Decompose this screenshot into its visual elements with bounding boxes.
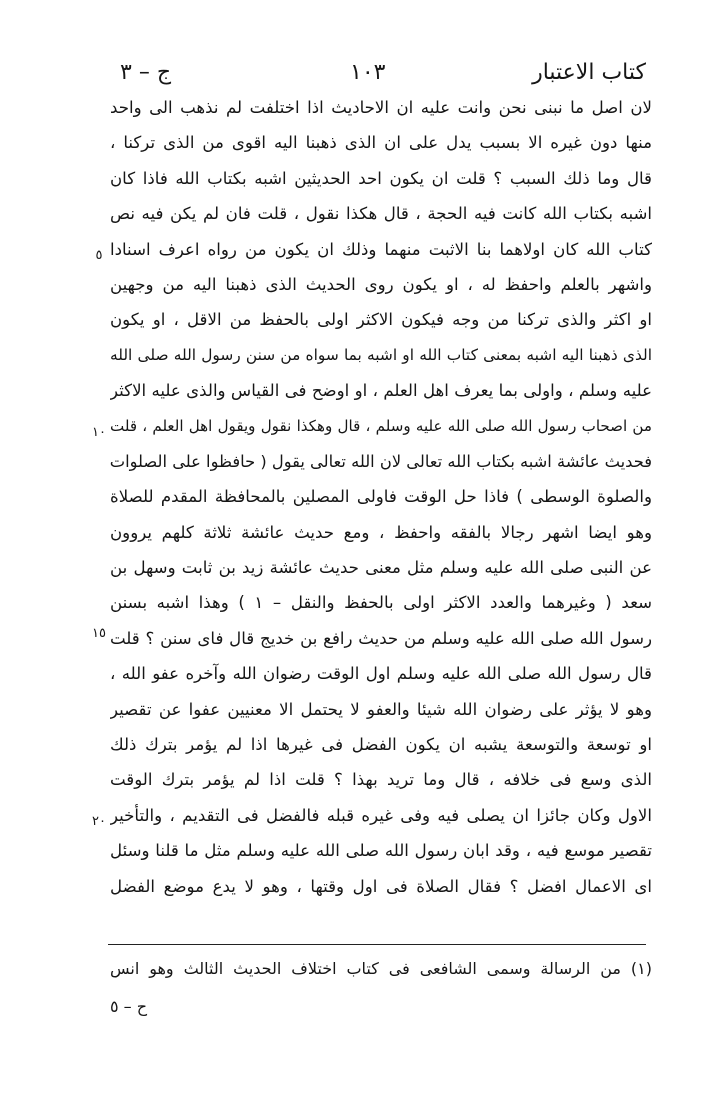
text-line: عن النبى صلى الله عليه وسلم مثل معنى حديث عائشة زيد بن ثابت وسهل بن — [110, 558, 652, 578]
line-number-marker: ٥ — [95, 248, 103, 263]
text-line: وهو لا يؤثر على رضوان الله شيئا والعفو لا يحتمل الا معنيين عفوا عن تقصير — [110, 699, 652, 719]
footnote-text: (١) من الرسالة وسمى الشافعى فى كتاب اختلاف الحديث الثالث وهو انس — [110, 959, 652, 978]
text-line: من اصحاب رسول الله صلى الله عليه وسلم ، قال وهكذا نقول ويقول اهل العلم ، قلت — [110, 416, 652, 435]
text-line: اى الاعمال افضل ؟ فقال الصلاة فى اول وقتها ، وهو لا يدع موضع الفضل — [110, 876, 652, 896]
page-number: ١٠٣ — [350, 60, 386, 85]
footnote — [110, 950, 652, 1026]
text-line: كتاب الله كان اولاهما بنا الاثبت منهما وذلك ان يكون من رواه اعرف اسنادا — [110, 239, 652, 259]
running-header — [120, 56, 646, 90]
text-line: الذى وسع فى خلافه ، قال وما تريد بهذا ؟ قلت اذا لم يؤمر بترك الوقت — [110, 770, 652, 790]
text-line: اشبه بكتاب الله كانت فيه الحجة ، قال هكذا نقول ، قلت فان لم يكن فيه نص — [110, 204, 652, 224]
text-line: واشهر بالعلم واحفظ له ، او يكون روى الحديث الذى ذهبنا اليه من وجهين — [110, 274, 652, 294]
text-line: الاول وكان جائزا ان يصلى فيه وفى غيره قبله فالفضل فى التقديم ، والتأخير — [110, 805, 652, 825]
text-line: او توسعة والتوسعة يشبه ان يكون الفضل فى غيرها اذا لم يؤمر بترك ذلك — [110, 735, 652, 755]
text-line: فحديث عائشة اشبه بكتاب الله تعالى لان الله تعالى يقول ( حافظوا على الصلوات — [110, 451, 652, 471]
footnote-divider — [108, 944, 646, 945]
line-number-marker: ١٥ — [92, 626, 106, 641]
text-line: او اكثر والذى تركنا من وجه فيكون الاكثر اولى بالحفظ من الاقل ، او يكون — [110, 310, 652, 330]
text-line: وهو ايضا اشهر رجالا بالفقه واحفظ ، ومع حديث عائشة ثلاثة كلهم يروون — [110, 522, 652, 542]
text-line: الذى ذهبنا اليه اشبه بمعنى كتاب الله او اشبه بما سواه من سنن رسول الله صلى الله — [110, 345, 652, 364]
text-line: تقصير موسع فيه ، وقد ابان رسول الله صلى الله عليه وسلم مثل ما قلنا وسئل — [110, 841, 652, 861]
text-line: لان اصل ما نبنى نحن وانت عليه ان الاحاديث اذا اختلفت لم نذهب الى واحد — [110, 98, 652, 117]
book-title: كتاب الاعتبار — [532, 60, 646, 85]
volume-label: ج – ٣ — [120, 60, 172, 85]
text-line: عليه وسلم ، واولى بما يعرف اهل العلم ، او اوضح فى القياس والذى عليه الاكثر — [110, 381, 652, 401]
text-line: رسول الله صلى الله عليه وسلم من حديث رافع بن خديج قال فاى سنن ؟ قلت — [110, 628, 652, 648]
text-line: سعد ( وغيرهما والعدد الاكثر اولى بالحفظ والنقل – ١ ) وهذا اشبه بسنن — [110, 593, 652, 613]
text-line: منها دون غيره الا بسبب يدل على ان الذى ذهبنا اليه اقوى من الذى تركنا ، — [110, 133, 652, 153]
text-line: قال رسول الله صلى الله عليه وسلم اول الوقت رضوان الله وآخره عفو الله ، — [110, 664, 652, 684]
signature-mark: ح – ٥ — [110, 997, 148, 1016]
line-number-marker: ١٠ — [92, 425, 106, 440]
main-text — [110, 90, 652, 904]
text-line: قال وما ذلك السبب ؟ قلت ان يكون احد الحديثين اشبه بكتاب الله فاذا كان — [110, 168, 652, 188]
text-line: والصلوة الوسطى ) فاذا حل الوقت فاولى المصلين بالمحافظة المقدم للصلاة — [110, 487, 652, 507]
line-number-marker: ٢٠ — [92, 814, 106, 829]
